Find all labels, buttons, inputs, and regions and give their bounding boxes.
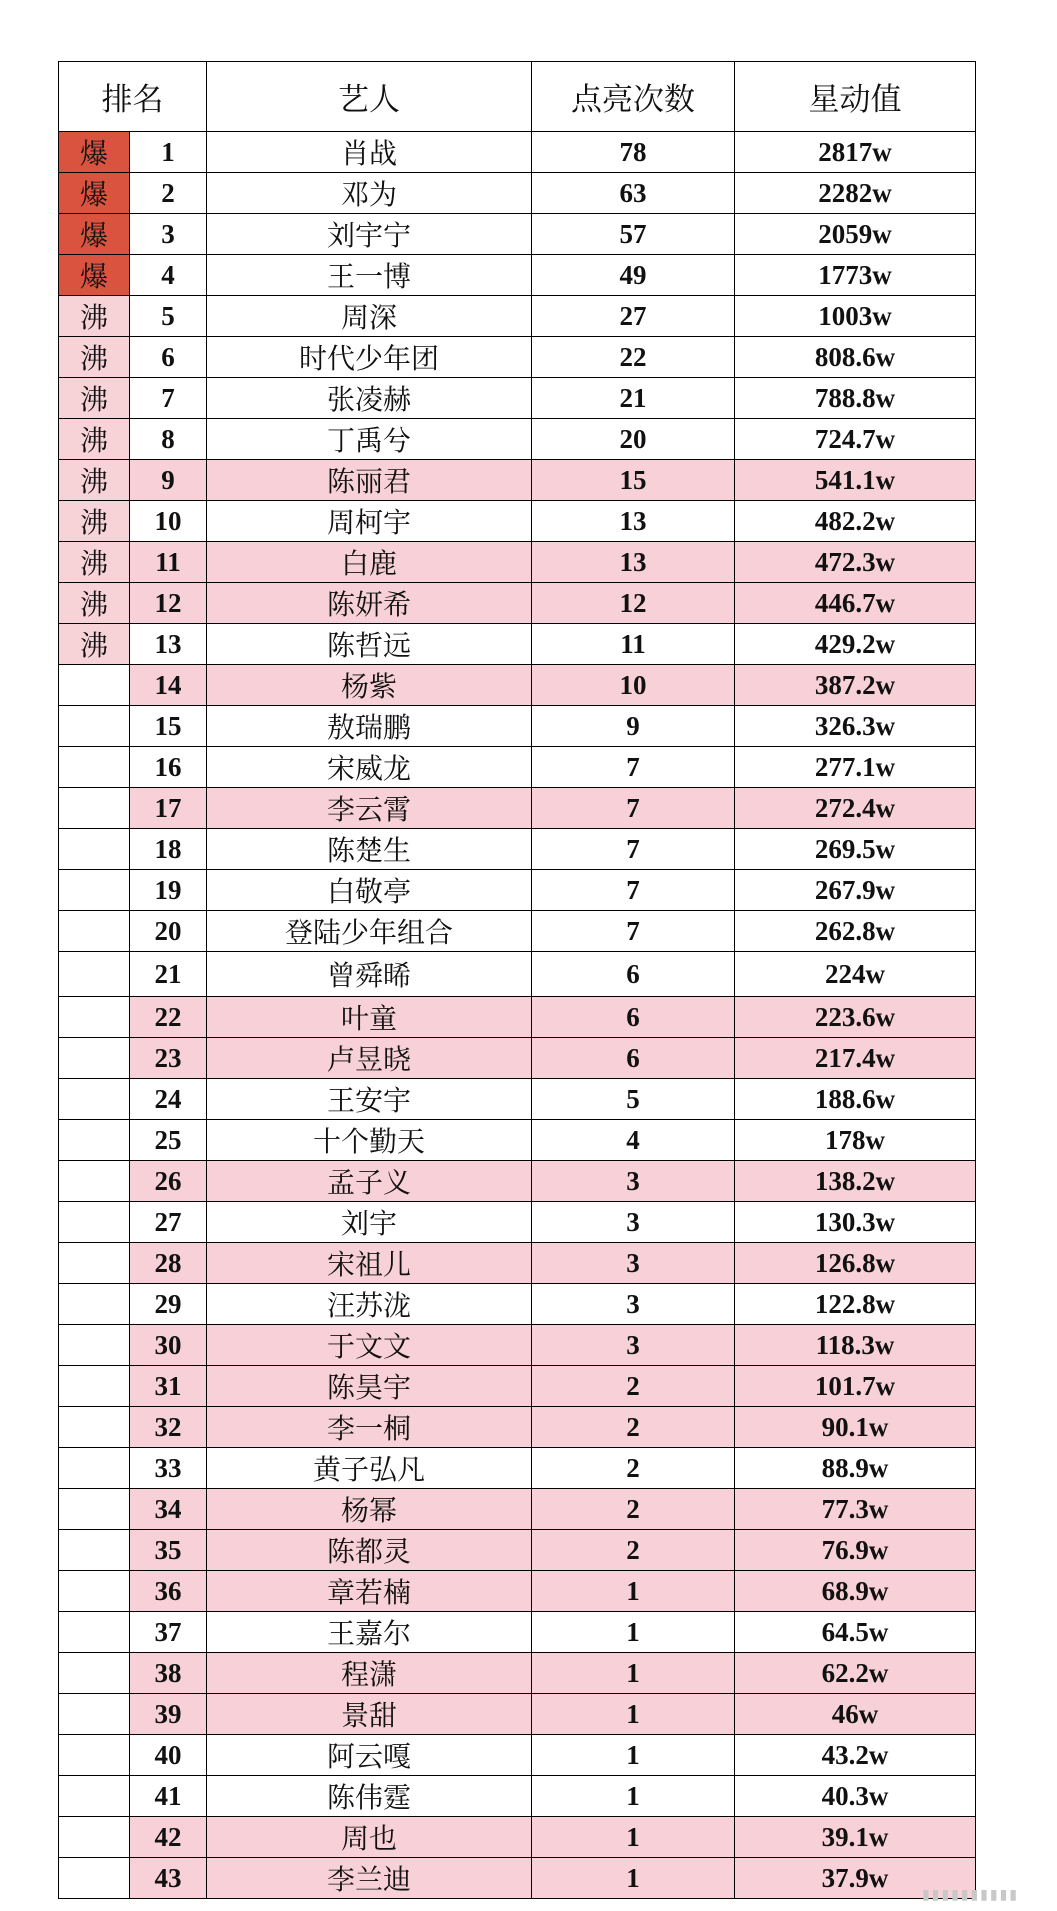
star-value-cell: 62.2w — [735, 1653, 976, 1694]
table-row — [59, 583, 976, 624]
star-value-cell: 101.7w — [735, 1366, 976, 1407]
heat-tag: 沸 — [59, 419, 130, 460]
star-value-cell: 1773w — [735, 255, 976, 296]
light-count-cell: 1 — [532, 1694, 735, 1735]
table-row — [59, 1653, 976, 1694]
artist-name-cell: 陈哲远 — [207, 624, 532, 665]
star-value-cell: 1003w — [735, 296, 976, 337]
artist-name-cell: 敖瑞鹏 — [207, 706, 532, 747]
heat-tag: 沸 — [59, 501, 130, 542]
artist-name-cell: 程潇 — [207, 1653, 532, 1694]
table-row — [59, 1694, 976, 1735]
light-count-cell: 49 — [532, 255, 735, 296]
table-row — [59, 870, 976, 911]
artist-name-cell: 邓为 — [207, 173, 532, 214]
star-value-cell: 118.3w — [735, 1325, 976, 1366]
artist-name-cell: 黄子弘凡 — [207, 1448, 532, 1489]
table-row — [59, 706, 976, 747]
heat-tag — [59, 1694, 130, 1735]
light-count-cell: 57 — [532, 214, 735, 255]
artist-name-cell: 李云霄 — [207, 788, 532, 829]
artist-name-cell: 登陆少年组合 — [207, 911, 532, 952]
artist-name-cell: 于文文 — [207, 1325, 532, 1366]
rank-cell: 8 — [130, 419, 207, 460]
rank-cell: 2 — [130, 173, 207, 214]
heat-tag: 爆 — [59, 132, 130, 173]
star-value-cell: 39.1w — [735, 1817, 976, 1858]
rank-cell: 36 — [130, 1571, 207, 1612]
table-row — [59, 1120, 976, 1161]
light-count-cell: 1 — [532, 1735, 735, 1776]
light-count-cell: 15 — [532, 460, 735, 501]
rank-cell: 22 — [130, 997, 207, 1038]
artist-name-cell: 张凌赫 — [207, 378, 532, 419]
table-row — [59, 255, 976, 296]
heat-tag — [59, 1735, 130, 1776]
table-row — [59, 296, 976, 337]
artist-name-cell: 陈昊宇 — [207, 1366, 532, 1407]
star-value-cell: 130.3w — [735, 1202, 976, 1243]
rank-cell: 41 — [130, 1776, 207, 1817]
rank-cell: 4 — [130, 255, 207, 296]
rank-cell: 39 — [130, 1694, 207, 1735]
heat-tag — [59, 997, 130, 1038]
light-count-cell: 2 — [532, 1489, 735, 1530]
heat-tag — [59, 952, 130, 997]
heat-tag — [59, 1776, 130, 1817]
table-row — [59, 419, 976, 460]
rank-cell: 5 — [130, 296, 207, 337]
heat-tag — [59, 706, 130, 747]
light-count-cell: 2 — [532, 1407, 735, 1448]
star-value-cell: 788.8w — [735, 378, 976, 419]
rank-cell: 16 — [130, 747, 207, 788]
heat-tag — [59, 788, 130, 829]
table-row — [59, 173, 976, 214]
ranking-table — [58, 61, 976, 1899]
table-row — [59, 747, 976, 788]
rank-cell: 30 — [130, 1325, 207, 1366]
light-count-cell: 2 — [532, 1530, 735, 1571]
table-row — [59, 1776, 976, 1817]
heat-tag — [59, 911, 130, 952]
table-row — [59, 1079, 976, 1120]
table-row — [59, 1858, 976, 1899]
artist-name-cell: 阿云嘎 — [207, 1735, 532, 1776]
light-count-cell: 11 — [532, 624, 735, 665]
rank-cell: 10 — [130, 501, 207, 542]
artist-name-cell: 王一博 — [207, 255, 532, 296]
artist-name-cell: 王嘉尔 — [207, 1612, 532, 1653]
artist-name-cell: 宋威龙 — [207, 747, 532, 788]
header-star-value: 星动值 — [735, 62, 976, 132]
heat-tag: 沸 — [59, 296, 130, 337]
heat-tag: 爆 — [59, 255, 130, 296]
star-value-cell: 326.3w — [735, 706, 976, 747]
heat-tag — [59, 1817, 130, 1858]
heat-tag — [59, 1366, 130, 1407]
light-count-cell: 1 — [532, 1858, 735, 1899]
star-value-cell: 2059w — [735, 214, 976, 255]
light-count-cell: 63 — [532, 173, 735, 214]
rank-cell: 31 — [130, 1366, 207, 1407]
artist-name-cell: 李兰迪 — [207, 1858, 532, 1899]
artist-name-cell: 王安宇 — [207, 1079, 532, 1120]
star-value-cell: 88.9w — [735, 1448, 976, 1489]
rank-cell: 35 — [130, 1530, 207, 1571]
light-count-cell: 7 — [532, 870, 735, 911]
light-count-cell: 3 — [532, 1161, 735, 1202]
star-value-cell: 808.6w — [735, 337, 976, 378]
rank-cell: 40 — [130, 1735, 207, 1776]
table-row — [59, 1571, 976, 1612]
star-value-cell: 2282w — [735, 173, 976, 214]
star-value-cell: 429.2w — [735, 624, 976, 665]
heat-tag — [59, 829, 130, 870]
heat-tag — [59, 1161, 130, 1202]
rank-cell: 38 — [130, 1653, 207, 1694]
table-row — [59, 1243, 976, 1284]
artist-name-cell: 杨紫 — [207, 665, 532, 706]
heat-tag: 沸 — [59, 460, 130, 501]
rank-cell: 1 — [130, 132, 207, 173]
star-value-cell: 223.6w — [735, 997, 976, 1038]
star-value-cell: 126.8w — [735, 1243, 976, 1284]
artist-name-cell: 刘宇 — [207, 1202, 532, 1243]
table-row — [59, 1284, 976, 1325]
light-count-cell: 22 — [532, 337, 735, 378]
heat-tag — [59, 1202, 130, 1243]
light-count-cell: 3 — [532, 1202, 735, 1243]
star-value-cell: 77.3w — [735, 1489, 976, 1530]
star-value-cell: 68.9w — [735, 1571, 976, 1612]
light-count-cell: 3 — [532, 1284, 735, 1325]
rank-cell: 17 — [130, 788, 207, 829]
artist-name-cell: 孟子义 — [207, 1161, 532, 1202]
light-count-cell: 10 — [532, 665, 735, 706]
header-artist: 艺人 — [207, 62, 532, 132]
heat-tag: 沸 — [59, 337, 130, 378]
table-row — [59, 624, 976, 665]
table-body — [59, 132, 976, 1899]
light-count-cell: 9 — [532, 706, 735, 747]
artist-name-cell: 陈丽君 — [207, 460, 532, 501]
rank-cell: 18 — [130, 829, 207, 870]
artist-name-cell: 周也 — [207, 1817, 532, 1858]
star-value-cell: 122.8w — [735, 1284, 976, 1325]
heat-tag — [59, 1038, 130, 1079]
heat-tag — [59, 747, 130, 788]
table-row — [59, 1489, 976, 1530]
artist-name-cell: 章若楠 — [207, 1571, 532, 1612]
artist-name-cell: 曾舜晞 — [207, 952, 532, 997]
rank-cell: 27 — [130, 1202, 207, 1243]
light-count-cell: 7 — [532, 829, 735, 870]
light-count-cell: 1 — [532, 1653, 735, 1694]
rank-cell: 15 — [130, 706, 207, 747]
heat-tag — [59, 1653, 130, 1694]
artist-name-cell: 时代少年团 — [207, 337, 532, 378]
star-value-cell: 472.3w — [735, 542, 976, 583]
table-row — [59, 1448, 976, 1489]
star-value-cell: 138.2w — [735, 1161, 976, 1202]
light-count-cell: 78 — [532, 132, 735, 173]
heat-tag: 沸 — [59, 378, 130, 419]
heat-tag: 沸 — [59, 624, 130, 665]
table-row — [59, 1407, 976, 1448]
artist-name-cell: 丁禹兮 — [207, 419, 532, 460]
artist-name-cell: 十个勤天 — [207, 1120, 532, 1161]
rank-cell: 3 — [130, 214, 207, 255]
heat-tag — [59, 1325, 130, 1366]
star-value-cell: 217.4w — [735, 1038, 976, 1079]
star-value-cell: 277.1w — [735, 747, 976, 788]
artist-name-cell: 杨幂 — [207, 1489, 532, 1530]
artist-name-cell: 肖战 — [207, 132, 532, 173]
star-value-cell: 272.4w — [735, 788, 976, 829]
heat-tag — [59, 1120, 130, 1161]
star-value-cell: 43.2w — [735, 1735, 976, 1776]
heat-tag — [59, 870, 130, 911]
table-row — [59, 501, 976, 542]
light-count-cell: 20 — [532, 419, 735, 460]
table-header — [59, 62, 976, 132]
artist-name-cell: 宋祖儿 — [207, 1243, 532, 1284]
rank-cell: 12 — [130, 583, 207, 624]
light-count-cell: 6 — [532, 997, 735, 1038]
table-row — [59, 542, 976, 583]
artist-name-cell: 汪苏泷 — [207, 1284, 532, 1325]
star-value-cell: 267.9w — [735, 870, 976, 911]
heat-tag — [59, 665, 130, 706]
light-count-cell: 27 — [532, 296, 735, 337]
light-count-cell: 13 — [532, 542, 735, 583]
star-value-cell: 64.5w — [735, 1612, 976, 1653]
star-value-cell: 178w — [735, 1120, 976, 1161]
star-value-cell: 76.9w — [735, 1530, 976, 1571]
light-count-cell: 7 — [532, 747, 735, 788]
rank-cell: 28 — [130, 1243, 207, 1284]
light-count-cell: 1 — [532, 1612, 735, 1653]
rank-cell: 19 — [130, 870, 207, 911]
rank-cell: 26 — [130, 1161, 207, 1202]
rank-cell: 21 — [130, 952, 207, 997]
light-count-cell: 1 — [532, 1571, 735, 1612]
artist-name-cell: 李一桐 — [207, 1407, 532, 1448]
table-row — [59, 460, 976, 501]
star-value-cell: 724.7w — [735, 419, 976, 460]
heat-tag — [59, 1079, 130, 1120]
light-count-cell: 2 — [532, 1366, 735, 1407]
light-count-cell: 1 — [532, 1817, 735, 1858]
light-count-cell: 21 — [532, 378, 735, 419]
artist-name-cell: 卢昱晓 — [207, 1038, 532, 1079]
artist-name-cell: 叶童 — [207, 997, 532, 1038]
rank-cell: 14 — [130, 665, 207, 706]
light-count-cell: 13 — [532, 501, 735, 542]
light-count-cell: 4 — [532, 1120, 735, 1161]
artist-name-cell: 白敬亭 — [207, 870, 532, 911]
table-row — [59, 378, 976, 419]
table-row — [59, 1612, 976, 1653]
table-row — [59, 132, 976, 173]
star-value-cell: 541.1w — [735, 460, 976, 501]
heat-tag: 爆 — [59, 173, 130, 214]
star-value-cell: 269.5w — [735, 829, 976, 870]
rank-cell: 32 — [130, 1407, 207, 1448]
artist-name-cell: 陈伟霆 — [207, 1776, 532, 1817]
heat-tag: 沸 — [59, 583, 130, 624]
rank-cell: 43 — [130, 1858, 207, 1899]
rank-cell: 34 — [130, 1489, 207, 1530]
rank-cell: 25 — [130, 1120, 207, 1161]
rank-cell: 9 — [130, 460, 207, 501]
heat-tag — [59, 1858, 130, 1899]
light-count-cell: 12 — [532, 583, 735, 624]
rank-cell: 29 — [130, 1284, 207, 1325]
light-count-cell: 1 — [532, 1776, 735, 1817]
heat-tag — [59, 1407, 130, 1448]
heat-tag — [59, 1612, 130, 1653]
table-row — [59, 1325, 976, 1366]
light-count-cell: 6 — [532, 952, 735, 997]
star-value-cell: 46w — [735, 1694, 976, 1735]
header-row — [59, 62, 976, 132]
heat-tag — [59, 1489, 130, 1530]
table-row — [59, 829, 976, 870]
heat-tag — [59, 1571, 130, 1612]
light-count-cell: 3 — [532, 1243, 735, 1284]
star-value-cell: 2817w — [735, 132, 976, 173]
rank-cell: 23 — [130, 1038, 207, 1079]
table-row — [59, 997, 976, 1038]
artist-name-cell: 刘宇宁 — [207, 214, 532, 255]
light-count-cell: 3 — [532, 1325, 735, 1366]
table-row — [59, 1038, 976, 1079]
table-row — [59, 911, 976, 952]
star-value-cell: 446.7w — [735, 583, 976, 624]
star-value-cell: 37.9w — [735, 1858, 976, 1899]
artist-name-cell: 陈妍希 — [207, 583, 532, 624]
artist-name-cell: 周深 — [207, 296, 532, 337]
star-value-cell: 262.8w — [735, 911, 976, 952]
artist-name-cell: 景甜 — [207, 1694, 532, 1735]
table-row — [59, 1735, 976, 1776]
star-value-cell: 482.2w — [735, 501, 976, 542]
rank-cell: 6 — [130, 337, 207, 378]
rank-cell: 11 — [130, 542, 207, 583]
star-value-cell: 90.1w — [735, 1407, 976, 1448]
heat-tag — [59, 1530, 130, 1571]
rank-cell: 33 — [130, 1448, 207, 1489]
light-count-cell: 5 — [532, 1079, 735, 1120]
heat-tag — [59, 1448, 130, 1489]
artist-name-cell: 陈楚生 — [207, 829, 532, 870]
heat-tag: 爆 — [59, 214, 130, 255]
rank-cell: 7 — [130, 378, 207, 419]
star-value-cell: 188.6w — [735, 1079, 976, 1120]
table-row — [59, 1202, 976, 1243]
watermark: ▮▮▮▮▮▮▮▮▮▮ — [921, 1887, 1019, 1903]
table-row — [59, 214, 976, 255]
table-row — [59, 788, 976, 829]
light-count-cell: 6 — [532, 1038, 735, 1079]
artist-name-cell: 白鹿 — [207, 542, 532, 583]
artist-name-cell: 周柯宇 — [207, 501, 532, 542]
header-rank: 排名 — [59, 62, 207, 132]
light-count-cell: 7 — [532, 911, 735, 952]
star-value-cell: 40.3w — [735, 1776, 976, 1817]
rank-cell: 42 — [130, 1817, 207, 1858]
rank-cell: 20 — [130, 911, 207, 952]
table-row — [59, 1530, 976, 1571]
table-row — [59, 665, 976, 706]
light-count-cell: 7 — [532, 788, 735, 829]
light-count-cell: 2 — [532, 1448, 735, 1489]
header-light-count: 点亮次数 — [532, 62, 735, 132]
table-row — [59, 1817, 976, 1858]
artist-name-cell: 陈都灵 — [207, 1530, 532, 1571]
table-row — [59, 1161, 976, 1202]
table-row — [59, 337, 976, 378]
star-value-cell: 224w — [735, 952, 976, 997]
table-row — [59, 952, 976, 997]
rank-cell: 13 — [130, 624, 207, 665]
heat-tag — [59, 1284, 130, 1325]
rank-cell: 24 — [130, 1079, 207, 1120]
rank-cell: 37 — [130, 1612, 207, 1653]
star-value-cell: 387.2w — [735, 665, 976, 706]
heat-tag — [59, 1243, 130, 1284]
table-row — [59, 1366, 976, 1407]
heat-tag: 沸 — [59, 542, 130, 583]
